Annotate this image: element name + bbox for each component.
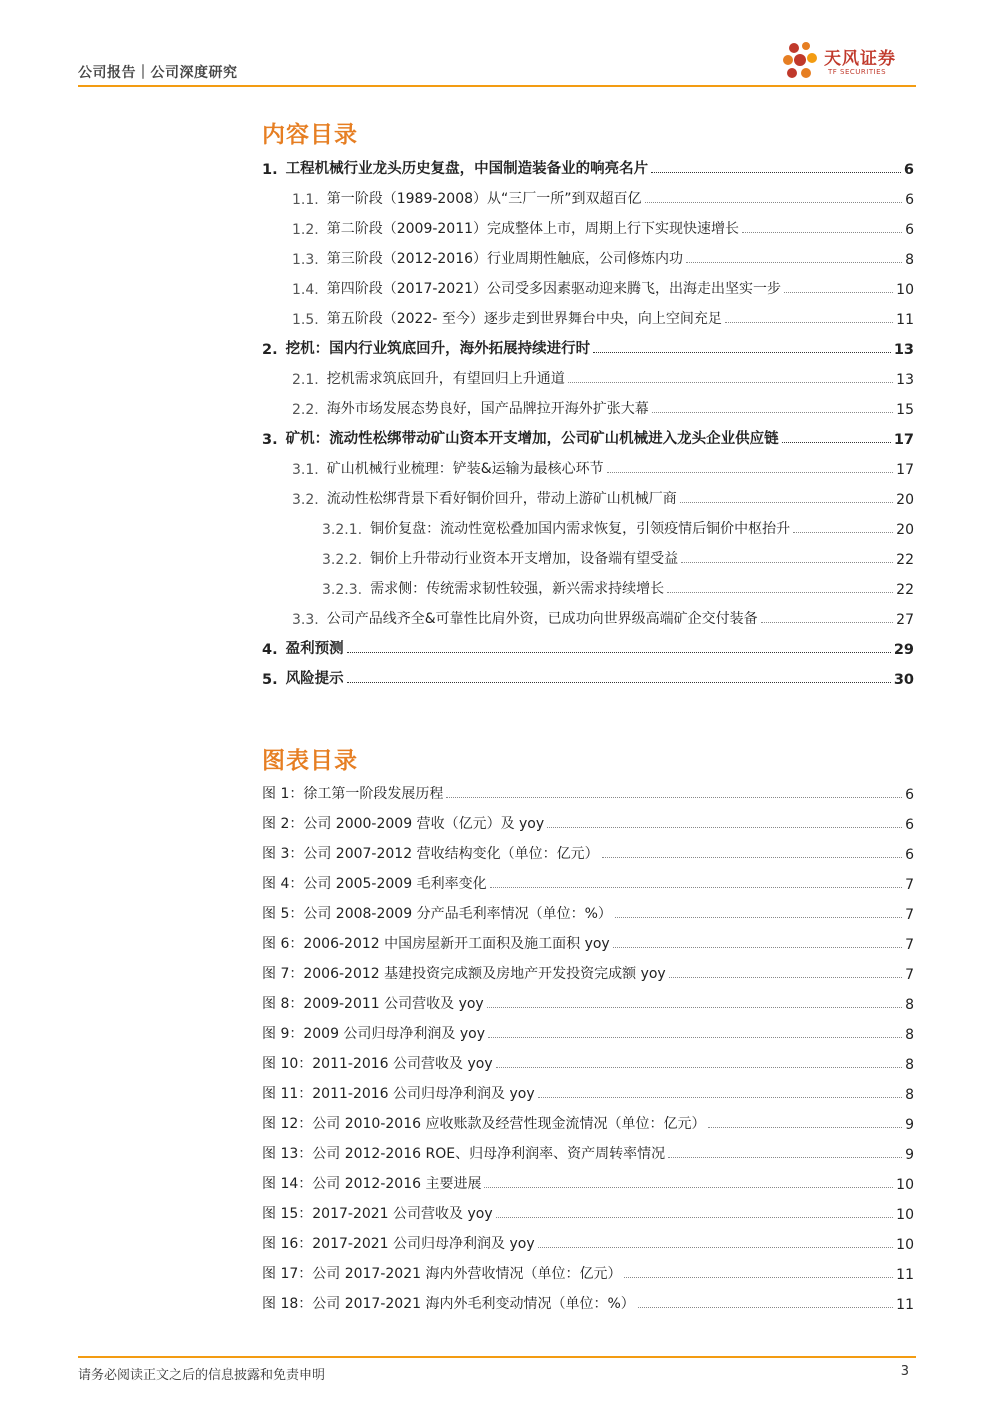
toc-entry-text: 铜价复盘：流动性宽松叠加国内需求恢复，引领疫情后铜价中枢抬升 [370, 521, 791, 537]
toc-entry-number: 3.2.1. [322, 522, 363, 538]
toc-entry-page: 20 [896, 522, 914, 538]
toc-entry-text: 铜价上升带动行业资本开支增加，设备端有望受益 [370, 551, 679, 567]
toc-entry-number: 1.5. [292, 312, 319, 328]
figure-entry-text: 图 2：公司 2000-2009 营收（亿元）及 yoy [262, 816, 545, 832]
toc-entry[interactable] [292, 488, 914, 508]
figure-entry-page: 10 [896, 1177, 914, 1193]
toc-entry-number: 2.1. [292, 372, 319, 388]
toc-entry-number: 5. [262, 672, 278, 688]
dot-leader [538, 1097, 902, 1098]
figure-entry-page: 7 [905, 907, 914, 923]
figure-entry-text: 图 3：公司 2007-2012 营收结构变化（单位：亿元） [262, 846, 599, 862]
toc-entry-text: 第三阶段（2012-2016）行业周期性触底，公司修炼内功 [326, 251, 684, 267]
dot-leader [487, 1007, 902, 1008]
figure-entry-page: 6 [905, 817, 914, 833]
figure-entry-text: 图 14：公司 2012-2016 主要进展 [262, 1176, 482, 1192]
figure-entry-page: 9 [905, 1147, 914, 1163]
figure-entry[interactable] [262, 933, 914, 953]
figure-entry[interactable] [262, 993, 914, 1013]
dot-leader [538, 1247, 894, 1248]
dot-leader [490, 887, 903, 888]
dot-leader [725, 322, 893, 323]
figure-entry[interactable] [262, 963, 914, 983]
toc-entry-text: 矿山机械行业梳理：铲装&运输为最核心环节 [326, 461, 604, 477]
toc-entry-page: 10 [896, 282, 914, 298]
dot-leader [686, 262, 902, 263]
figure-entry-page: 9 [905, 1117, 914, 1133]
dot-leader [708, 1127, 902, 1128]
toc-entry-page: 13 [896, 372, 914, 388]
toc-title: 内容目录 [262, 122, 358, 148]
figure-entry-page: 6 [905, 847, 914, 863]
toc-entry-text: 挖机：国内行业筑底回升，海外拓展持续进行时 [285, 341, 591, 357]
figure-entry-page: 8 [905, 1027, 914, 1043]
header-divider [78, 85, 916, 87]
figure-entry[interactable] [262, 1113, 914, 1133]
footer-disclaimer: 请务必阅读正文之后的信息披露和免责申明 [78, 1368, 326, 1383]
figure-entry[interactable] [262, 1233, 914, 1253]
toc-entry-number: 1. [262, 162, 278, 178]
toc-entry[interactable] [262, 638, 914, 658]
figure-entry-text: 图 5：公司 2008-2009 分产品毛利率情况（单位：%） [262, 906, 612, 922]
toc-entry-page: 27 [896, 612, 914, 628]
dot-leader [651, 172, 901, 173]
figure-entry[interactable] [262, 813, 914, 833]
toc-entry-text: 公司产品线齐全&可靠性比肩外资，已成功向世界级高端矿企交付装备 [326, 611, 758, 627]
figure-entry-text: 图 16：2017-2021 公司归母净利润及 yoy [262, 1236, 535, 1252]
toc-entry-number: 2.2. [292, 402, 319, 418]
toc-entry-text: 矿机：流动性松绑带动矿山资本开支增加，公司矿山机械进入龙头企业供应链 [285, 431, 779, 447]
toc-entry[interactable] [262, 668, 914, 688]
toc-entry[interactable] [292, 248, 914, 268]
figure-entry-page: 8 [905, 997, 914, 1013]
figure-entry-page: 7 [905, 967, 914, 983]
toc-entry[interactable] [292, 278, 914, 298]
toc-entry[interactable] [292, 398, 914, 418]
dot-leader [652, 412, 893, 413]
toc-entry-number: 1.1. [292, 192, 319, 208]
dot-leader [607, 472, 894, 473]
toc-entry[interactable] [292, 188, 914, 208]
figure-entry-page: 10 [896, 1237, 914, 1253]
figure-entry-text: 图 8：2009-2011 公司营收及 yoy [262, 996, 484, 1012]
toc-entry-page: 6 [905, 222, 914, 238]
toc-entry-page: 15 [896, 402, 914, 418]
footer-divider [78, 1356, 916, 1358]
toc-entry-number: 3. [262, 432, 278, 448]
dot-leader [496, 1067, 902, 1068]
toc-entry[interactable] [292, 368, 914, 388]
report-category: 公司报告｜公司深度研究 [78, 65, 238, 81]
dot-leader [496, 1217, 894, 1218]
figure-entry[interactable] [262, 1263, 914, 1283]
figure-entry-page: 7 [905, 937, 914, 953]
figure-entry[interactable] [262, 1023, 914, 1043]
flower-logo-icon [780, 40, 824, 84]
figure-entry-text: 图 4：公司 2005-2009 毛利率变化 [262, 876, 487, 892]
dot-leader [615, 917, 902, 918]
toc-entry-page: 29 [893, 642, 914, 658]
figure-entry-text: 图 12：公司 2010-2016 应收账款及经营性现金流情况（单位：亿元） [262, 1116, 706, 1132]
toc-entry-number: 2. [262, 342, 278, 358]
dot-leader [669, 977, 902, 978]
toc-entry-text: 挖机需求筑底回升，有望回归上升通道 [326, 371, 565, 387]
figure-entry-text: 图 7：2006-2012 基建投资完成额及房地产开发投资完成额 yoy [262, 966, 666, 982]
figure-entry[interactable] [262, 1293, 914, 1313]
toc-entry-page: 22 [896, 582, 914, 598]
figure-entry[interactable] [262, 1053, 914, 1073]
dot-leader [761, 622, 894, 623]
figure-entry-page: 8 [905, 1087, 914, 1103]
figure-entry-page: 6 [905, 787, 914, 803]
dot-leader [667, 592, 893, 593]
toc-entry-number: 3.1. [292, 462, 319, 478]
figure-entry[interactable] [262, 1083, 914, 1103]
toc-entry[interactable] [322, 548, 914, 568]
toc-entry[interactable] [262, 428, 914, 448]
figure-entry-text: 图 11：2011-2016 公司归母净利润及 yoy [262, 1086, 535, 1102]
figure-entry[interactable] [262, 1143, 914, 1163]
toc-entry-text: 工程机械行业龙头历史复盘，中国制造装备业的响亮名片 [285, 161, 649, 177]
dot-leader [784, 292, 893, 293]
dot-leader [742, 232, 902, 233]
dot-leader [547, 827, 902, 828]
dot-leader [681, 562, 893, 563]
toc-entry-text: 流动性松绑背景下看好铜价回升，带动上游矿山机械厂商 [326, 491, 677, 507]
dot-leader [645, 202, 903, 203]
dot-leader [624, 1277, 893, 1278]
toc-entry-number: 3.3. [292, 612, 319, 628]
toc-entry-number: 4. [262, 642, 278, 658]
company-logo [780, 40, 920, 84]
dot-leader [484, 1187, 893, 1188]
toc-entry-text: 第四阶段（2017-2021）公司受多因素驱动迎来腾飞，出海走出坚实一步 [326, 281, 782, 297]
toc-entry-page: 30 [893, 672, 914, 688]
toc-list [262, 158, 914, 698]
toc-entry-page: 6 [903, 162, 914, 178]
figure-entry-text: 图 9：2009 公司归母净利润及 yoy [262, 1026, 486, 1042]
figure-entry-text: 图 15：2017-2021 公司营收及 yoy [262, 1206, 493, 1222]
dot-leader [793, 532, 893, 533]
dot-leader [347, 682, 891, 683]
dot-leader [613, 947, 902, 948]
toc-entry-number: 3.2. [292, 492, 319, 508]
figure-entry-page: 10 [896, 1207, 914, 1223]
figure-entry-text: 图 18：公司 2017-2021 海内外毛利变动情况（单位：%） [262, 1296, 635, 1312]
toc-entry[interactable] [262, 338, 914, 358]
toc-entry-number: 3.2.3. [322, 582, 363, 598]
dot-leader [782, 442, 891, 443]
toc-entry-number: 1.4. [292, 282, 319, 298]
logo-subtitle: TF SECURITIES [828, 68, 887, 76]
figure-entry-page: 7 [905, 877, 914, 893]
figures-title: 图表目录 [262, 748, 358, 774]
dot-leader [568, 382, 893, 383]
page-number: 3 [900, 1364, 909, 1379]
dot-leader [488, 1037, 902, 1038]
toc-entry-text: 盈利预测 [285, 641, 344, 657]
toc-entry-number: 3.2.2. [322, 552, 363, 568]
toc-entry-text: 第二阶段（2009-2011）完成整体上市，周期上行下实现快速增长 [326, 221, 740, 237]
figure-entry[interactable] [262, 783, 914, 803]
figure-entry-text: 图 1：徐工第一阶段发展历程 [262, 786, 444, 802]
toc-entry[interactable] [322, 518, 914, 538]
figure-entry-page: 11 [896, 1297, 914, 1313]
figures-list [262, 783, 914, 1323]
figure-entry-page: 8 [905, 1057, 914, 1073]
figure-entry[interactable] [262, 1173, 914, 1193]
figure-entry-text: 图 10：2011-2016 公司营收及 yoy [262, 1056, 493, 1072]
toc-entry-page: 11 [896, 312, 914, 328]
toc-entry-text: 第一阶段（1989-2008）从“三厂一所”到双超百亿 [326, 191, 642, 207]
toc-entry-page: 20 [896, 492, 914, 508]
toc-entry[interactable] [292, 608, 914, 628]
toc-entry-number: 1.3. [292, 252, 319, 268]
figure-entry-text: 图 17：公司 2017-2021 海内外营收情况（单位：亿元） [262, 1266, 622, 1282]
toc-entry-page: 6 [905, 192, 914, 208]
toc-entry[interactable] [322, 578, 914, 598]
dot-leader [680, 502, 893, 503]
toc-entry-text: 需求侧：传统需求韧性较强，新兴需求持续增长 [370, 581, 665, 597]
toc-entry-page: 22 [896, 552, 914, 568]
dot-leader [668, 1157, 902, 1158]
dot-leader [638, 1307, 893, 1308]
logo-name: 天风证券 [824, 49, 896, 69]
toc-entry-text: 第五阶段（2022- 至今）逐步走到世界舞台中央，向上空间充足 [326, 311, 722, 327]
toc-entry-number: 1.2. [292, 222, 319, 238]
figure-entry[interactable] [262, 1203, 914, 1223]
toc-entry-text: 风险提示 [285, 671, 344, 687]
toc-entry-page: 13 [893, 342, 914, 358]
toc-entry[interactable] [292, 218, 914, 238]
figure-entry-page: 11 [896, 1267, 914, 1283]
figure-entry-text: 图 13：公司 2012-2016 ROE、归母净利润率、资产周转率情况 [262, 1146, 666, 1162]
dot-leader [347, 652, 891, 653]
dot-leader [593, 352, 891, 353]
figure-entry[interactable] [262, 843, 914, 863]
figure-entry[interactable] [262, 873, 914, 893]
toc-entry[interactable] [292, 308, 914, 328]
toc-entry[interactable] [292, 458, 914, 478]
figure-entry[interactable] [262, 903, 914, 923]
figure-entry-text: 图 6：2006-2012 中国房屋新开工面积及施工面积 yoy [262, 936, 610, 952]
dot-leader [446, 797, 902, 798]
toc-entry-page: 17 [893, 432, 914, 448]
toc-entry[interactable] [262, 158, 914, 178]
toc-entry-page: 17 [896, 462, 914, 478]
toc-entry-text: 海外市场发展态势良好，国产品牌拉开海外扩张大幕 [326, 401, 649, 417]
toc-entry-page: 8 [905, 252, 914, 268]
dot-leader [602, 857, 903, 858]
